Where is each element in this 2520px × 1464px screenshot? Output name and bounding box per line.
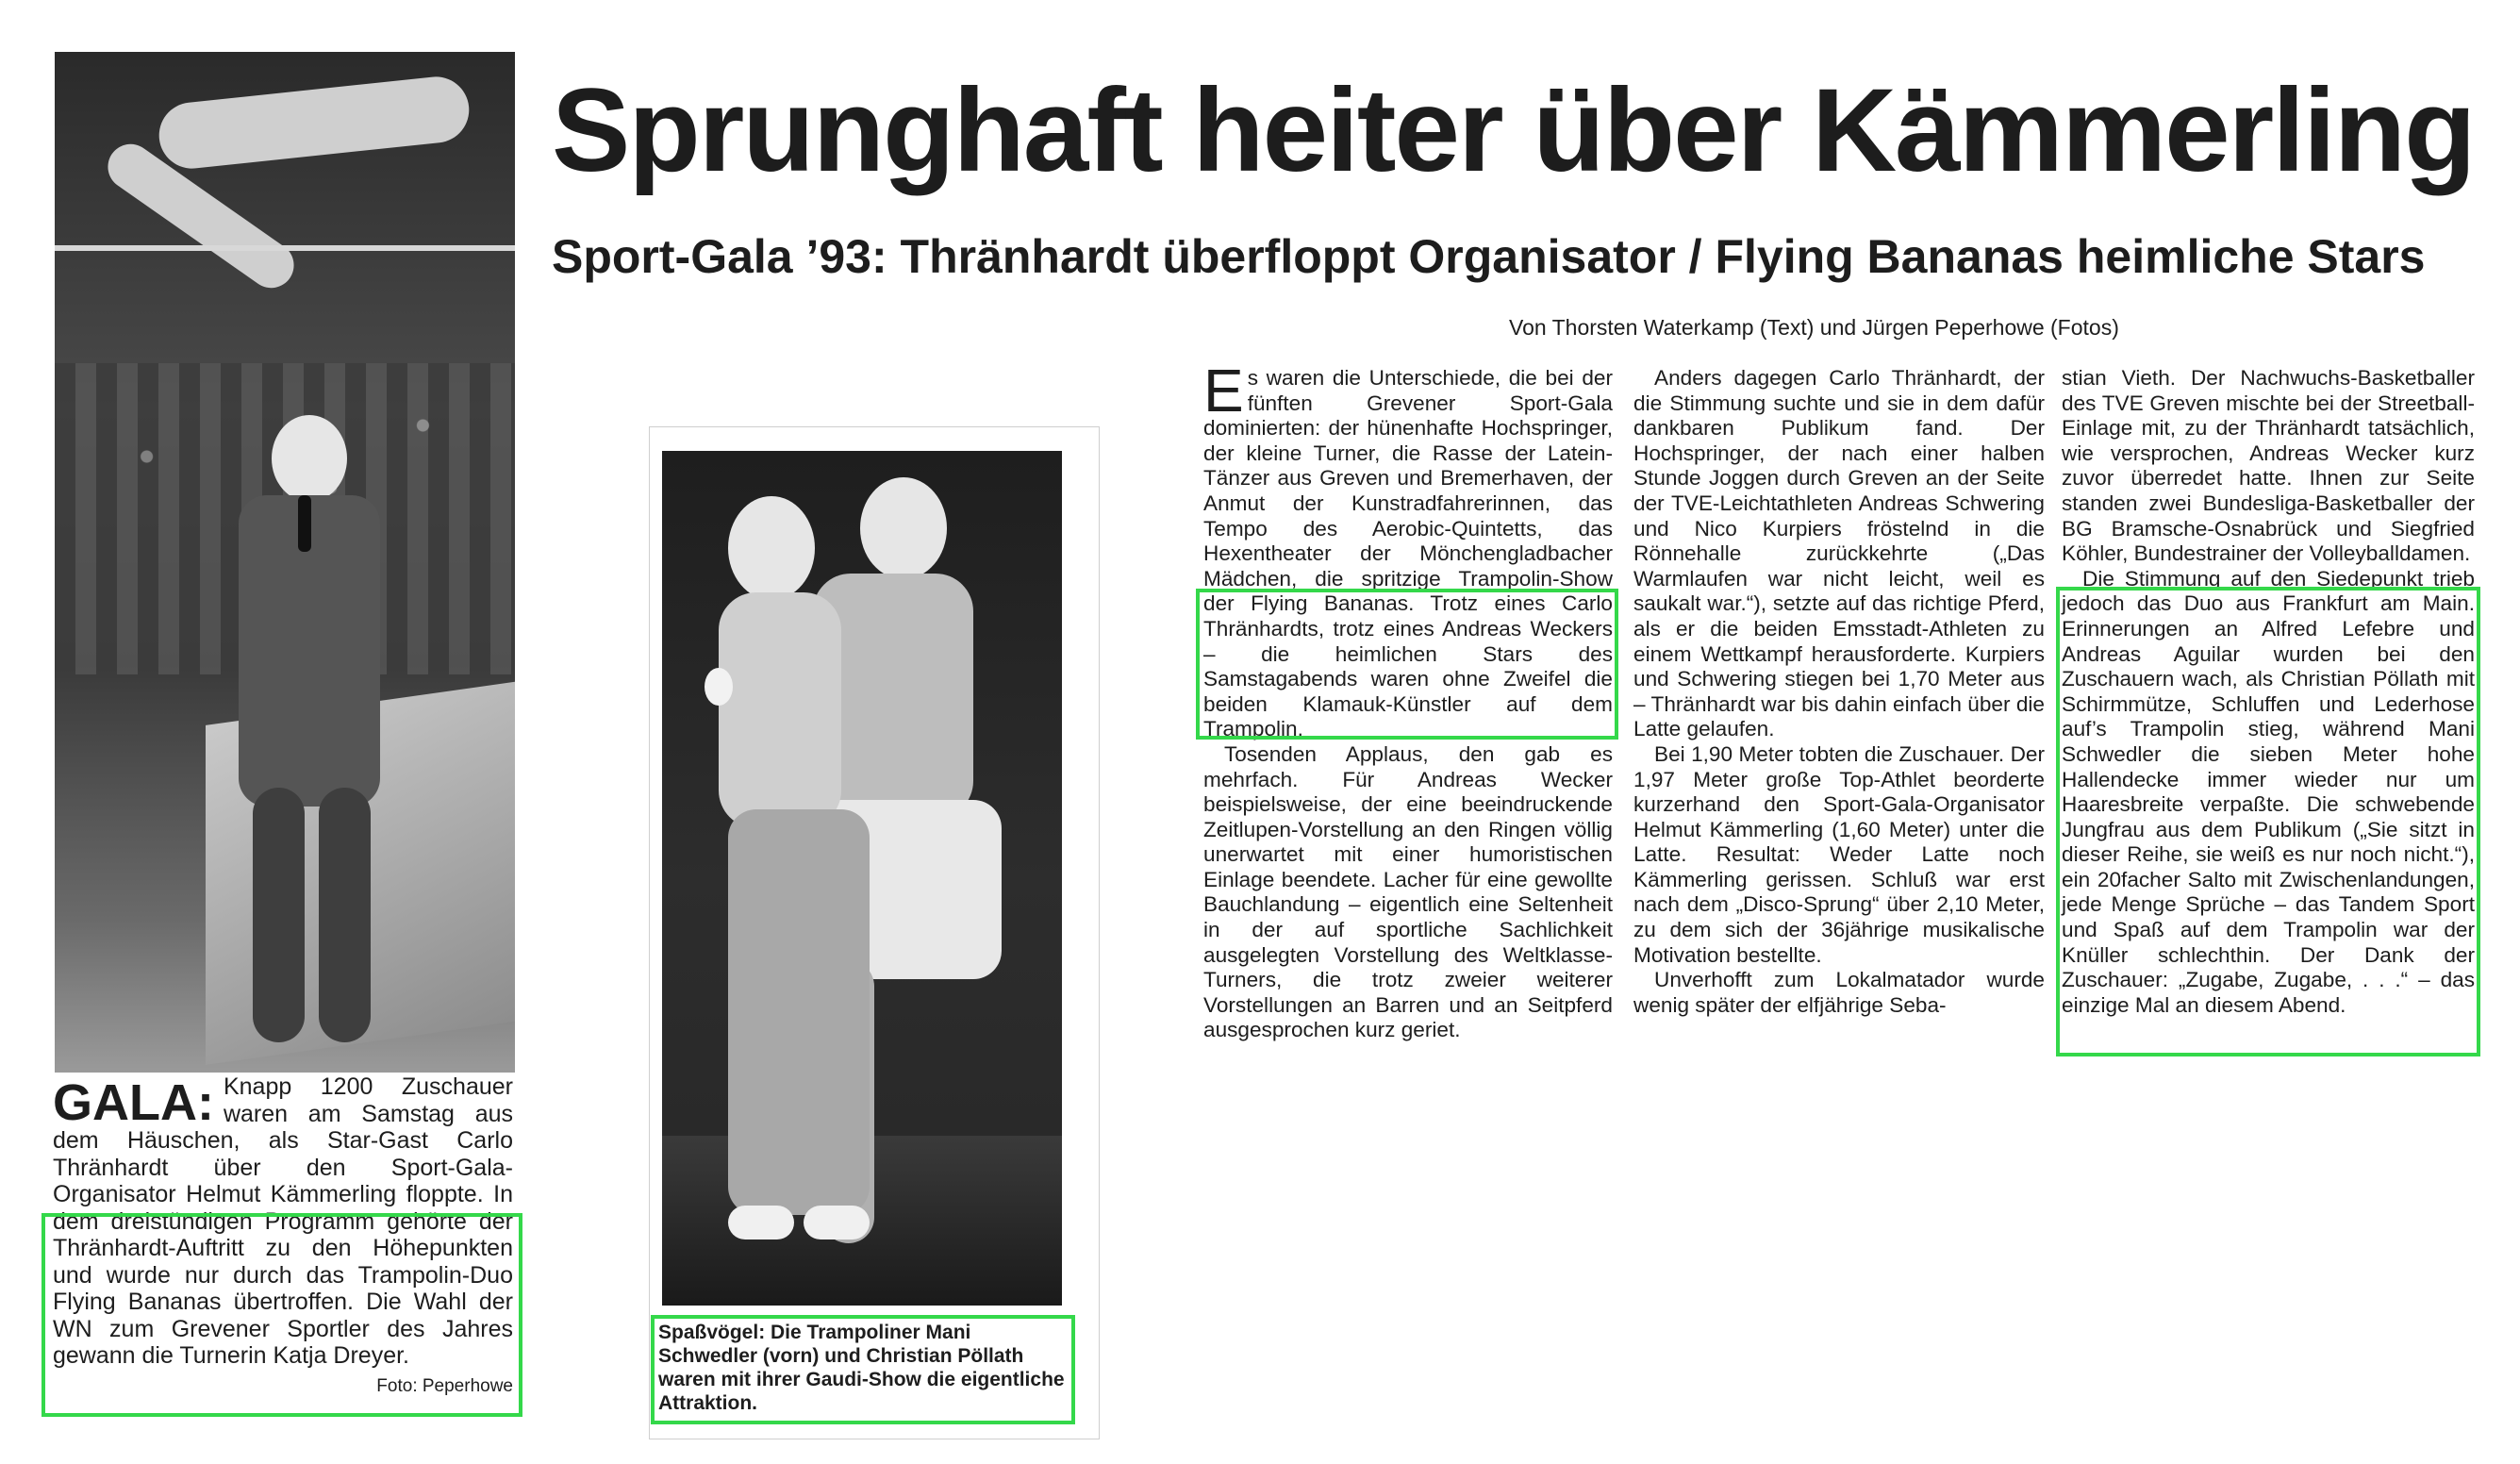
photo-figure-front-shoe: [728, 1206, 794, 1239]
article-paragraph: Bei 1,90 Meter tobten die Zuschauer. Der 1,97 Meter große Top-Athlet beorderte kurzerhand den Sport-Gala-Organisator Helmut Kämmerling (1,60 Meter) unter die Latte. Resultat: Weder Latte noch Kämmerling gerissen. Schluß war erst nach dem „Disco-Sprung“ über 2,10 Meter, zu dem sich der 36jährige musikalische Motivation bestellte.: [1633, 741, 2045, 967]
photo-credit: Foto: Peperhowe: [376, 1375, 513, 1396]
highlight-box: [1196, 589, 1618, 740]
photo-figure-front-shoe: [804, 1206, 870, 1239]
photo-trampoliners: [662, 451, 1062, 1306]
microphone-icon: [705, 668, 733, 706]
photo-figure-front-pants: [728, 809, 870, 1215]
highlight-box: [2056, 587, 2480, 1056]
photo-speaker-head: [272, 415, 347, 502]
highlight-box: [41, 1213, 522, 1417]
microphone-icon: [298, 495, 311, 552]
article-paragraph: Anders dagegen Carlo Thränhardt, der die Stimmung suchte und sie in dem dafür dankbaren Publikum fand. Der Hochspringer, der nach einer halben Stunde Joggen durch Greven an der Seite der TVE-Leichtathleten Andreas Schwering und Nico Kurpiers fröstelnd in die Rönnehalle zurückkehrte („Das Warmlaufen war nicht leicht, weil es saukalt war.“), setzte auf das richtige Pferd, als er die beiden Emsstadt-Athleten zu einem Wettkampf herausforderte. Kurpiers und Schwering stiegen bei 1,70 Meter aus – Thränhardt war bis dahin einfach über die Latte gelaufen.: [1633, 366, 2045, 741]
subheadline: Sport-Gala ’93: Thränhardt überfloppt Organisator / Flying Bananas heimliche Stars: [552, 230, 2426, 283]
photo-figure-front-head: [728, 496, 815, 600]
article-paragraph: Unverhofft zum Lokalmatador wurde wenig später der elfjährige Seba-: [1633, 968, 2045, 1017]
photo-jumper-body: [156, 74, 472, 172]
article-column-2: [1633, 366, 2045, 1018]
photo-speaker-leg-left: [253, 788, 305, 1042]
photo-caption: Spaßvögel: Die Trampoliner Mani Schwedler (vorn) und Christian Pöllath waren mit ihrer Gaudi-Show die eigentliche Attraktion.: [658, 1322, 1065, 1414]
gala-caption-lead: GALA:: [53, 1074, 214, 1131]
highlight-box: [651, 1315, 1075, 1424]
article-paragraph: Tosenden Applaus, den gab es mehrfach. Für Andreas Wecker beispielsweise, der eine beeindruckende Zeitlupen-Vorstellung an den Ringen völlig unerwartet mit einer humoristischen Einlage beendete. Lacher für eine gewollte Bauchlandung – eigentlich eine Seltenheit in der auf sportliche Sachlichkeit ausgelegten Vorstellung des Weltklasse-Turners, die trotz zweier weiterer Vorstellungen an Barren und an Seitpferd ausgesprochen kurz geriet.: [1203, 741, 1613, 1042]
headline: Sprunghaft heiter über Kämmerling: [552, 65, 2475, 196]
article-paragraph: stian Vieth. Der Nachwuchs-Basketballer des TVE Greven mischte bei der Streetball-Einlage mit, zu der Thränhardt tatsächlich, wie versprochen, Andreas Wecker kurz zuvor überredet hatte. Ihnen zur Seite standen zwei Bundesliga-Basketballer der BG Bramsche-Osnabrück und Siegfried Köhler, Bundestrainer der Volleyballdamen.: [2062, 366, 2475, 566]
photo-speaker-leg-right: [319, 788, 371, 1042]
photo-figure-front-body: [719, 592, 841, 828]
byline: Von Thorsten Waterkamp (Text) und Jürgen Peperhowe (Fotos): [1509, 315, 2119, 340]
article-paragraph-text: s waren die Unterschiede, die bei der fünften Grevener Sport-Gala dominierten: der hünenhafte Hochspringer, der kleine Turner, die Rasse der Latein-Tänzer aus Greven und Bremerhaven, der Anmut der Kunstradfahrerinnen, das Tempo des Aerobic-Quintetts, das Hexentheater der Mönchengladbacher Mädchen, die spritzige Trampolin-Show der Flying Bananas. Trotz eines Carlo Thränhardts, trotz eines Andreas Weckers – die heimlichen Stars des Samstagabends waren ohne Zweifel die beiden Klamauk-Künstler auf dem Trampolin.: [1203, 366, 1613, 741]
gala-caption-text: Knapp 1200 Zuschauer waren am Samstag aus dem Häuschen, als Star-Gast Carlo Thränhardt über den Sport-Gala-Organisator Helmut Kämmerling floppte. In dem dreistündigen Programm gehörte der Thränhardt-Auftritt zu den Höhepunkten und wurde nur durch das Trampolin-Duo Flying Bananas übertroffen. Die Wahl der WN zum Grevener Sportler des Jahres gewann die Turnerin Katja Dreyer.: [53, 1073, 513, 1369]
photo-figure-back-head: [860, 477, 947, 579]
article-paragraph: Die Stimmung auf den Siedepunkt trieb jedoch das Duo aus Frankfurt am Main. Erinnerungen an Alfred Lefebre und Andreas Aguilar wurden bei den Zuschauern wach, als Christian Pöllath mit Schirmmütze, Schluffen und Lederhose auf’s Trampolin stieg, während Mani Schwedler die sieben Meter hohe Hallendecke immer wieder nur um Haaresbreite verpaßte. Die schwebende Jungfrau aus dem Publikum („Sie sitzt in dieser Reihe, sie weiß es nur noch nicht.“), ein 20facher Salto mit Zwischenlandungen, jede Menge Sprüche – das Tandem Sport und Spaß auf dem Trampolin war der Knüller schlechthin. Der Dank der Zuschauer: „Zugabe, Zugabe, . . .“ – das einzige Mal an diesem Abend.: [2062, 566, 2475, 1017]
photo-high-jump-bar: [55, 245, 515, 251]
photo-high-jump: [55, 52, 515, 1073]
drop-cap: E: [1203, 357, 1244, 424]
